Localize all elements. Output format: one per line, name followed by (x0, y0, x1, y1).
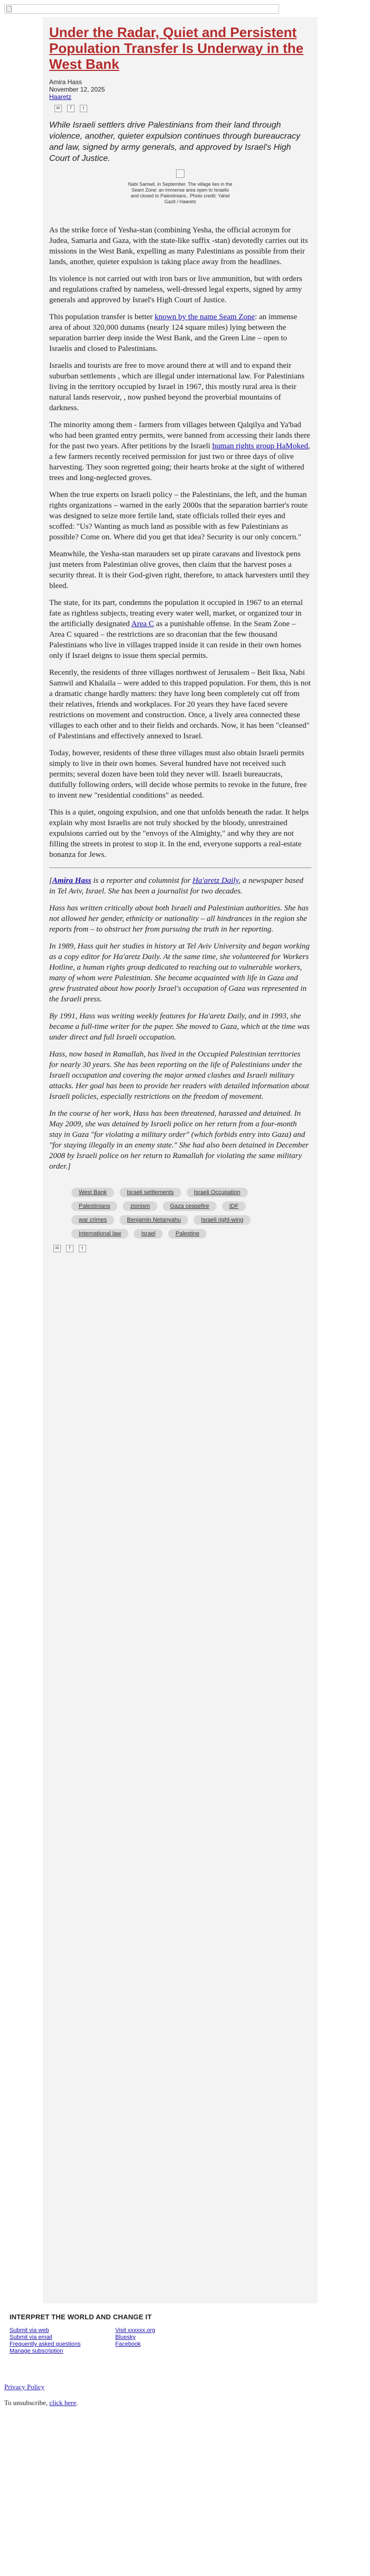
hamoked-link[interactable]: human rights group HaMoked (212, 442, 308, 450)
article-meta (49, 78, 311, 101)
article-intro: While Israeli settlers drive Palestinians from their land through violence, another, quieter expulsion continues through bureaucracy and law, signed by army generals, and approved by Israel's High Court of Justice. (49, 121, 300, 163)
share-facebook-icon[interactable]: f (66, 1245, 73, 1252)
source-link[interactable]: Haaretz (49, 93, 72, 101)
author-name: Amira Hass (49, 78, 82, 86)
share-twitter-icon[interactable]: t (80, 105, 87, 112)
bluesky-link[interactable]: Bluesky (115, 2334, 136, 2340)
seam-zone-link[interactable]: known by the name Seam Zone (154, 313, 255, 321)
author-bio-link[interactable]: Amira Hass (52, 876, 91, 885)
body-paragraph: Recently, the residents of three villages northwest of Jerusalem – Beit Iksa, Nabi Samwil and Khalaila – were added to this trapped population. For them, this is not a dramatic change hardly matters: they have long been completely cut off from their relatives, friends and workplaces. For 20 years they have faced severe restrictions on movement and construction. Once, a lively area connected these villages to each other and to their fields and orchards. Now, it has been "cleansed" of Palestinians and effectively annexed to Israel. (49, 668, 311, 740)
body-paragraph: Meanwhile, the Yesha-stan marauders set up pirate caravans and livestock pens just meters from Palestinian olive groves, then claim that the harvest poses a security threat. It is their God-given right, therefore, to attack harvesters until they bleed. (49, 550, 310, 590)
manage-subscription-link[interactable]: Manage subscription (10, 2348, 63, 2354)
tag[interactable]: Gaza ceasefire (163, 1201, 217, 1211)
share-twitter-icon[interactable]: t (79, 1245, 86, 1252)
facebook-link[interactable]: Facebook (115, 2341, 141, 2347)
tag[interactable]: IDF (222, 1201, 246, 1211)
body-paragraph: The minority among them - farmers from villages between Qalqilya and Ya'bad who had been granted entry permits, were banned from accessing their lands there for the past two years. After petitions by the Israeli human rights group HaMoked, a few farmers recently received permission for just two or three days of olive harvesting. They soon regretted going; their hearts broke at the sight of withered trees and long-neglected groves. (49, 421, 310, 482)
divider (49, 867, 311, 868)
bio-paragraph: By 1991, Hass was writing weekly features for Ha'aretz Daily, and in 1993, she became a full-time writer for the paper. She moved to Gaza, which at the time was under direct and full Israeli occupation. (49, 1012, 310, 1042)
photo-caption: Nabi Samwil, in September. The village lies in the Seam Zone: an immense area open to Israelis and closed to Palestinians.. Photo credit: Yahel Gazit / Haaretz (128, 182, 233, 204)
privacy-policy-link[interactable]: Privacy Policy (4, 2383, 45, 2391)
tag[interactable]: war crimes (71, 1215, 114, 1225)
bio-paragraph: Hass has written critically about both Israeli and Palestinian authorities. She has not allowed her gender, ethnicity or nationality – all hindrances in the region she reports from – to obstruct her from pursuing the truth in her reporting. (49, 904, 309, 934)
share-row-top (54, 105, 311, 112)
haaretz-link[interactable]: Ha'aretz Daily (192, 876, 239, 885)
tag[interactable]: Israeli right-wing (193, 1215, 251, 1225)
tag[interactable]: zionism (123, 1201, 157, 1211)
share-email-icon[interactable]: ✉ (54, 105, 62, 112)
submit-email-link[interactable]: Submit via email (10, 2334, 52, 2340)
share-facebook-icon[interactable]: f (67, 105, 75, 112)
submit-web-link[interactable]: Submit via web (10, 2327, 49, 2334)
area-c-link[interactable]: Area C (131, 620, 154, 628)
bio-paragraph: In 1989, Hass quit her studies in history at Tel Aviv University and began working as a copy editor for Ha'aretz Daily. At the same time, she volunteered for Workers Hotline, a human rights group dedicated to reaching out to vulnerable workers, many of whom were Palestinian. She became acquainted with life in Gaza and grew frustrated about how poorly Israel's occupation of Gaza was represented in the Israeli press. (49, 942, 310, 1004)
body-paragraph: As the strike force of Yesha-stan (combining Yesha, the official acronym for Judea, Samaria and Gaza, with the state-like suffix -stan) devotedly carries out its missions in the West Bank, expelling as many Palestinians as possible from their lands, another, quieter expulsion is taking place away from the headlines. (49, 226, 308, 266)
body-paragraph: Today, however, residents of these three villages must also obtain Israeli permits simply to live in their own homes. Several hundred have not received such permits; several dozen have been told they never will. Israeli bureaucrats, dutifully following orders, will decide whose permits to revoke in the future, free to invent new "residential conditions" as needed. (49, 749, 307, 800)
tag[interactable]: Israeli Occupation (187, 1188, 248, 1197)
unsubscribe-link[interactable]: click here (49, 2399, 77, 2407)
tag[interactable]: Benjamin Netanyahu (119, 1215, 188, 1225)
bio-paragraph: In the course of her work, Hass has been threatened, harassed and detained. In May 2009, she was detained by Israeli police on her return from a four-month stay in Gaza "for violating a military order" (which forbids entry into Gaza) and "for staying illegally in an enemy state." She had also been detained in December 2008 by Israeli police on her return to Ramallah for violating the same military order.] (49, 1109, 309, 1171)
tag[interactable]: Israel (134, 1229, 163, 1239)
broken-image-icon (6, 6, 12, 12)
visit-site-link[interactable]: Visit xxxxxx.org (115, 2327, 155, 2334)
body-paragraph: Israelis and tourists are free to move around there at will and to expand their suburban settlements , which are illegal under international law. For Palestinians living in the territory occupied by Israel in 1967, this mostly rural area is their natural lands reservoir, , now pushed beyond the proverbial mountains of darkness. (49, 361, 305, 412)
body-paragraph: The state, for its part, condemns the population it occupied in 1967 to an eternal fate as rightless subjects, treating every water well, market, or organized tour in the artificially designated Area C as a punishable offense. In the Seam Zone – Area C squared – the restrictions are so draconian that the few thousand Palestinians who live in villages trapped inside it can reside in their own homes only if Israel deigns to issue them special permits. (49, 599, 303, 660)
unsubscribe-line: To unsubscribe, click here. (4, 2399, 78, 2407)
privacy-line (4, 2383, 44, 2391)
body-paragraph: This is a quiet, ongoing expulsion, and one that unfolds beneath the radar. It helps explain why most Israelis are not truly shocked by the bloody, unrestrained expulsions carried out by the "envoys of the Almighty," and why they are not filling the streets in protest to stop it. In the end, everyone supports a real-estate bonanza for Jews. (49, 808, 309, 859)
bio-paragraph: Hass, now based in Ramallah, has lived in the Occupied Palestinian territories for nearly 30 years. She has been reporting on the life of Palestinians under the Israeli occupation and covering the major armed clashes and Israeli military attacks. Her goal has been to provide her readers with detailed information about Israeli policies, especially restrictions on the freedom of movement. (49, 1050, 309, 1101)
footer-col-left (10, 2327, 115, 2355)
body-paragraph: Its violence is not carried out with iron bars or live ammunition, but with orders and regulations crafted by nameless, well-dressed legal experts, signed by army generals and approved by Israel's High Court of Justice. (49, 275, 302, 304)
tag[interactable]: West Bank (71, 1188, 114, 1197)
newsletter-footer (10, 2313, 306, 2355)
bio-paragraph: [Amira Hass is a reporter and columnist for Ha'aretz Daily, a newspaper based in Tel Aviv, Israel. She has been a journalist for two decades. (49, 876, 303, 896)
share-row-bottom (53, 1245, 311, 1252)
tag[interactable]: Israeli settlements (119, 1188, 181, 1197)
tag[interactable]: International law (71, 1229, 128, 1239)
share-email-icon[interactable]: ✉ (53, 1245, 61, 1252)
tag-list (71, 1188, 283, 1239)
body-paragraph: When the true experts on Israeli policy – the Palestinians, the left, and the human rights organizations – warned in the early 2000s that the separation barrier's route was designed to seize more fertile land, state officials rolled their eyes and scoffed: "Us? Wanting as much land as possible with as few Palestinians as possible? Come on. Where did you get that idea? Security is our only concern." (49, 491, 308, 541)
tag[interactable]: Palestine (168, 1229, 207, 1239)
body-paragraph: This population transfer is better known by the name Seam Zone: an immense area of about 320,000 dunams (nearly 124 square miles) lying between the separation barrier deep inside the West Bank, and the Green Line – open to Israelis and closed to Palestinians. (49, 313, 298, 353)
tag[interactable]: Palestinians (71, 1201, 117, 1211)
photo-image (176, 169, 184, 178)
article-card (43, 17, 318, 2303)
publish-date: November 12, 2025 (49, 86, 105, 93)
header-banner-image (4, 4, 279, 14)
footer-heading: INTERPRET THE WORLD AND CHANGE IT (10, 2313, 152, 2321)
footer-col-right (115, 2327, 221, 2355)
article-headline[interactable]: Under the Radar, Quiet and Persistent Population Transfer Is Underway in the West Bank (49, 24, 304, 72)
faq-link[interactable]: Frequently asked questions (10, 2341, 81, 2347)
photo-figure (49, 169, 311, 205)
